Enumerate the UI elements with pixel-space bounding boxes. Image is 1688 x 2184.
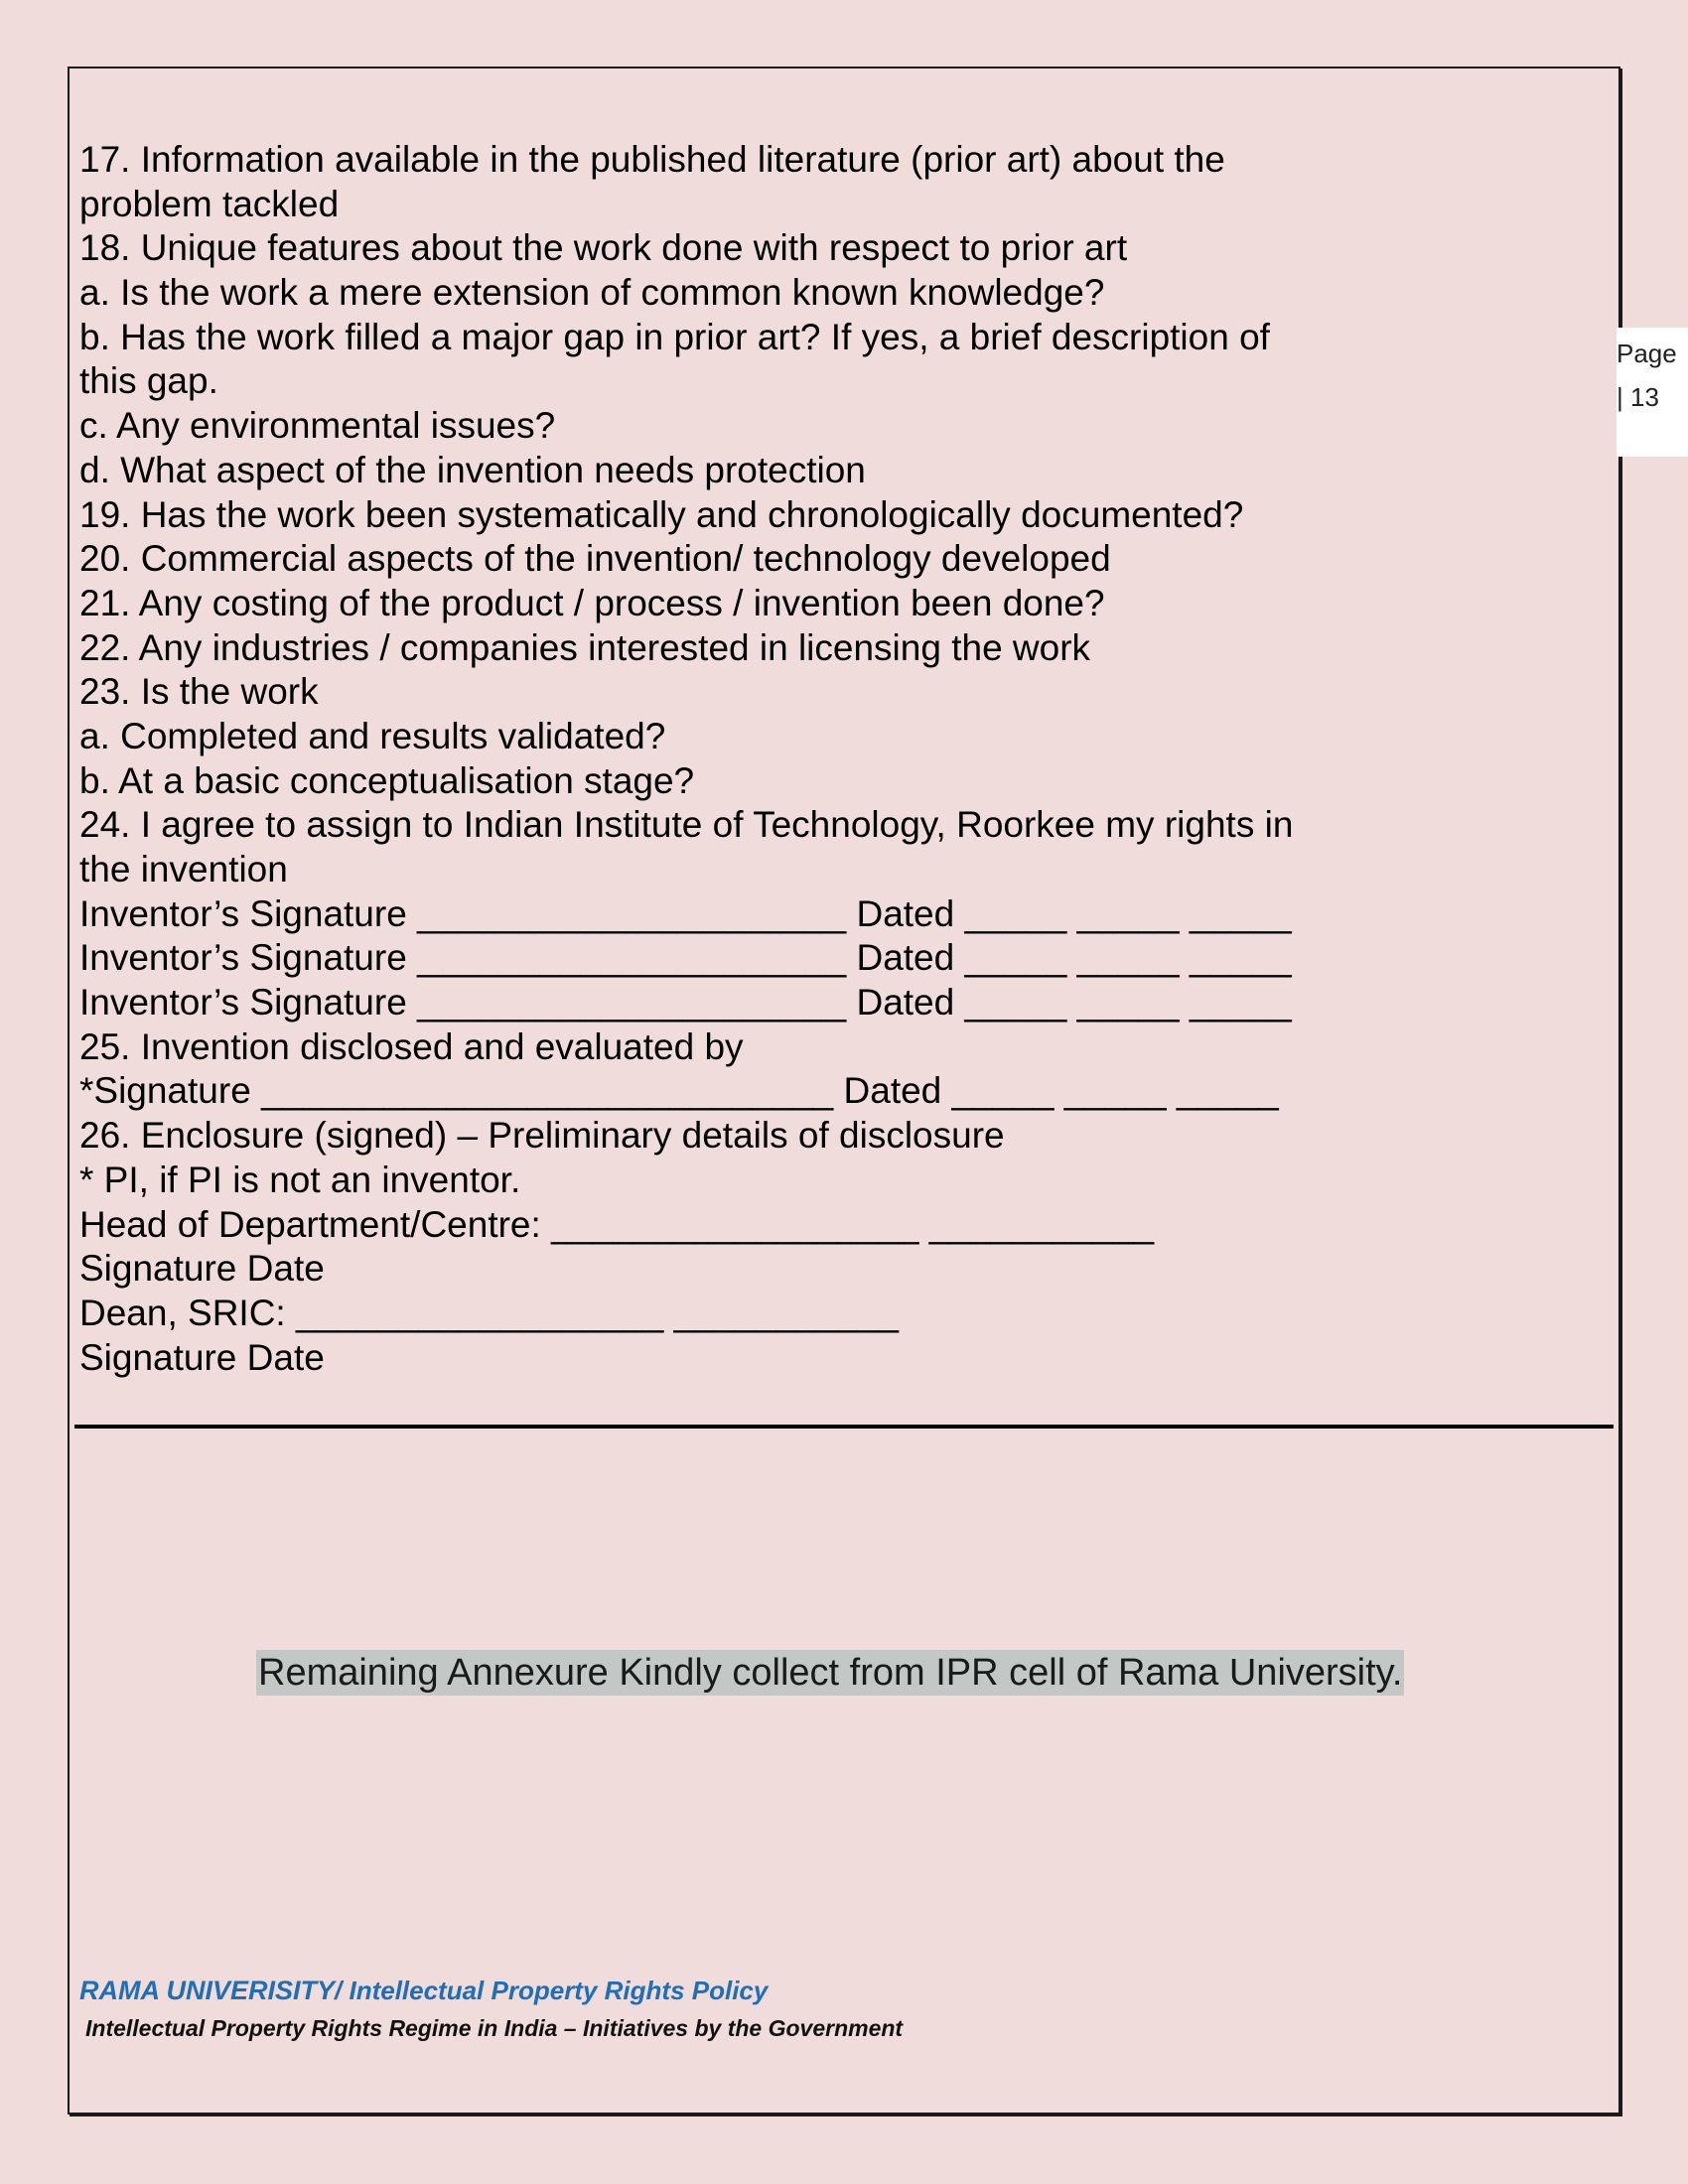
head-of-department-signature: Head of Department/Centre: __________________ ___________	[79, 1203, 1155, 1245]
question-17-line-2: problem tackled	[79, 183, 340, 224]
question-18b-line-1: b. Has the work filled a major gap in prior art? If yes, a brief description of	[79, 316, 1270, 357]
remaining-annexure-notice: Remaining Annexure Kindly collect from IPR cell of Rama University.	[258, 1652, 1403, 1694]
question-17-line-1: 17. Information available in the published literature (prior art) about the	[79, 139, 1225, 180]
question-18c: c. Any environmental issues?	[79, 405, 556, 447]
page-label: Page	[1617, 339, 1677, 368]
question-23b: b. At a basic conceptualisation stage?	[79, 759, 695, 801]
form-questions	[79, 138, 1569, 1380]
footer-separator: /	[335, 1976, 350, 2005]
footer-title	[79, 1976, 768, 2006]
question-26: 26. Enclosure (signed) – Preliminary details of disclosure	[79, 1115, 1005, 1157]
page-number: | 13	[1617, 382, 1659, 412]
inventor-signature-1: Inventor’s Signature _____________________ Dated _____ _____ _____	[79, 892, 1292, 934]
question-18: 18. Unique features about the work done with respect to prior art	[79, 227, 1128, 269]
question-18a: a. Is the work a mere extension of common known knowledge?	[79, 272, 1105, 314]
question-23a: a. Completed and results validated?	[79, 715, 666, 756]
question-23: 23. Is the work	[79, 671, 319, 713]
inventor-signature-2: Inventor’s Signature _____________________ Dated _____ _____ _____	[79, 937, 1292, 979]
question-20: 20. Commercial aspects of the invention/ technology developed	[79, 538, 1111, 580]
question-24-line-1: 24. I agree to assign to Indian Institute of Technology, Roorkee my rights in	[79, 804, 1294, 846]
question-18d: d. What aspect of the invention needs protection	[79, 449, 866, 490]
question-18b-line-2: this gap.	[79, 360, 218, 402]
dean-sric-signature: Dean, SRIC: __________________ ___________	[79, 1292, 900, 1333]
question-21: 21. Any costing of the product / process / invention been done?	[79, 582, 1105, 623]
signature-date-caption-1: Signature Date	[79, 1248, 325, 1290]
pi-footnote: * PI, if PI is not an inventor.	[79, 1159, 521, 1200]
footer-subtitle: Intellectual Property Rights Regime in India – Initiatives by the Government	[85, 2015, 904, 2041]
page-number-tab	[1617, 328, 1688, 457]
question-19: 19. Has the work been systematically and chronologically documented?	[79, 493, 1244, 535]
footer-policy: Intellectual Property Rights Policy	[349, 1976, 769, 2005]
question-25: 25. Invention disclosed and evaluated by	[79, 1025, 744, 1067]
evaluator-signature: *Signature ____________________________ Dated _____ _____ _____	[79, 1070, 1279, 1112]
inventor-signature-3: Inventor’s Signature _____________________ Dated _____ _____ _____	[79, 982, 1292, 1024]
question-22: 22. Any industries / companies interested in licensing the work	[79, 626, 1091, 668]
signature-date-caption-2: Signature Date	[79, 1336, 325, 1378]
footer-org: RAMA UNIVERISITY	[79, 1976, 336, 2005]
section-divider	[74, 1425, 1614, 1429]
question-24-line-2: the invention	[79, 849, 288, 889]
